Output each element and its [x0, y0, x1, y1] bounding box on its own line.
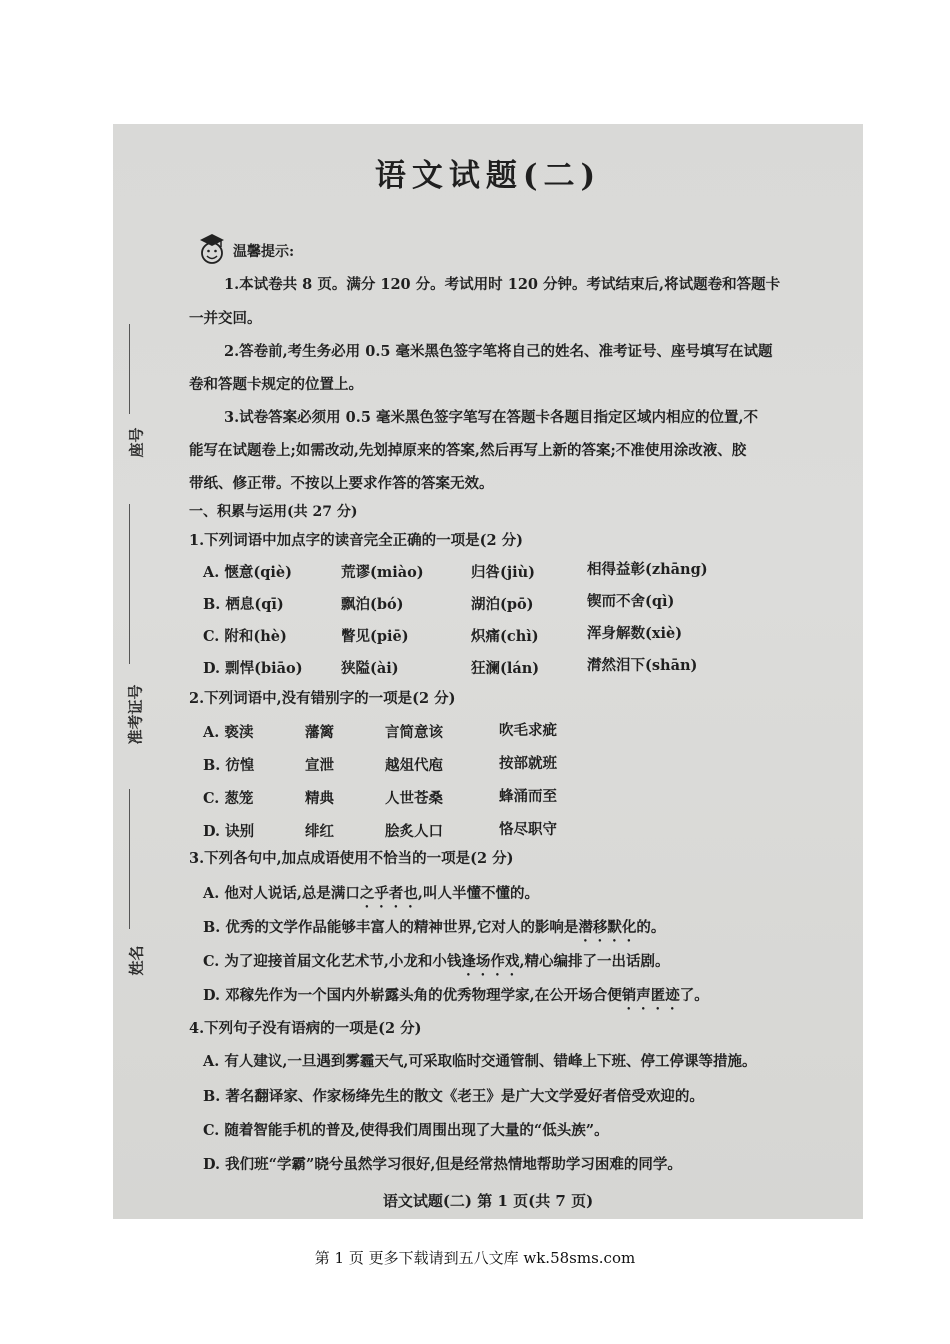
- tip-3-line-3: 带纸、修正带。不按以上要求作答的答案无效。: [189, 475, 494, 492]
- tip-2-line-2: 卷和答题卡规定的位置上。: [189, 376, 363, 393]
- q1-c-2: 瞥见(piē): [341, 628, 409, 645]
- q3-option-b: B. 优秀的文学作品能够丰富人的精神世界,它对人的影响是潜移默化的。: [203, 919, 666, 936]
- exam-number-line: [129, 504, 130, 664]
- q4-option-d: D. 我们班“学霸”晓兮虽然学习很好,但是经常热情地帮助学习困难的同学。: [203, 1156, 682, 1173]
- q2-a-2: 藩篱: [305, 724, 334, 741]
- q1-a-3: 归咎(jiù): [471, 564, 536, 581]
- tips-header: [197, 232, 294, 270]
- q2-c-3: 人世苍桑: [385, 790, 443, 807]
- q1-d-1: D. 剽悍(biāo): [203, 660, 303, 677]
- q3-b-idiom: 潜移默化: [578, 919, 637, 936]
- exam-photo: [113, 124, 863, 1219]
- tip-3-line-1: 3.试卷答案必须用 0.5 毫米黑色签字笔写在答题卡各题目指定区域内相应的位置,不: [224, 409, 759, 426]
- q1-stem: 1.下列词语中加点字的读音完全正确的一项是(2 分): [189, 532, 523, 549]
- tip-1-line-1: 1.本试卷共 8 页。满分 120 分。考试用时 120 分钟。考试结束后,将试题卷和答题卡: [224, 276, 781, 293]
- q1-a-4: 相得益彰(zhāng): [587, 561, 708, 578]
- smiley-graduate-icon: [197, 232, 227, 270]
- q3-c-idiom: 逢场作戏: [461, 953, 520, 970]
- tip-3-line-2: 能写在试题卷上;如需改动,先划掉原来的答案,然后再写上新的答案;不准使用涂改液、胶: [189, 442, 747, 459]
- exam-number-label: 准考证号: [126, 684, 145, 745]
- q2-c-1: C. 葱笼: [203, 790, 254, 807]
- document-footer: 第 1 页 更多下载请到五八文库 wk.58sms.com: [314, 1249, 636, 1267]
- q4-option-b: B. 著名翻译家、作家杨绛先生的散文《老王》是广大文学爱好者倍受欢迎的。: [203, 1088, 704, 1105]
- q1-c-4: 浑身解数(xiè): [587, 625, 683, 642]
- q4-stem: 4.下列句子没有语病的一项是(2 分): [189, 1020, 422, 1037]
- q1-a-1: A. 惬意(qiè): [203, 564, 292, 581]
- page-title: 语文试题(二): [374, 158, 602, 194]
- q1-b-3: 湖泊(pō): [471, 596, 534, 613]
- q2-b-1: B. 彷惶: [203, 757, 255, 774]
- q3-a-idiom: 之乎者也: [359, 885, 418, 902]
- q2-b-2: 宣泄: [305, 757, 334, 774]
- q1-b-4: 锲而不舍(qì): [587, 593, 675, 610]
- exam-page-footer: 语文试题(二) 第 1 页(共 7 页): [382, 1192, 594, 1210]
- q2-b-3: 越俎代庖: [385, 757, 443, 774]
- q2-b-4: 按部就班: [499, 755, 557, 772]
- q1-c-1: C. 附和(hè): [203, 628, 287, 645]
- q4-option-a: A. 有人建议,一旦遇到雾霾天气,可采取临时交通管制、错峰上下班、停工停课等措施。: [203, 1053, 757, 1070]
- q2-d-1: D. 诀别: [203, 823, 255, 840]
- q2-a-3: 言简意该: [385, 724, 443, 741]
- tip-2-line-1: 2.答卷前,考生务必用 0.5 毫米黑色签字笔将自己的姓名、准考证号、座号填写在试题: [224, 343, 773, 360]
- q2-a-1: A. 亵渎: [203, 724, 254, 741]
- tips-label: 温馨提示:: [233, 244, 295, 260]
- q1-d-2: 狭隘(ài): [341, 660, 399, 677]
- q3-stem: 3.下列各句中,加点成语使用不恰当的一项是(2 分): [189, 850, 514, 867]
- q3-option-d: D. 邓稼先作为一个国内外崭露头角的优秀物理学家,在公开场合便销声匿迹了。: [203, 987, 709, 1004]
- q4-option-c: C. 随着智能手机的普及,使得我们周围出现了大量的“低头族”。: [203, 1122, 609, 1139]
- q1-b-2: 飘泊(bó): [341, 596, 404, 613]
- section-heading: 一、积累与运用(共 27 分): [189, 504, 358, 520]
- seat-line: [129, 324, 130, 414]
- q2-a-4: 吹毛求疵: [499, 722, 557, 739]
- name-line: [129, 789, 130, 929]
- q2-c-4: 蜂涌而至: [499, 788, 557, 805]
- q3-option-a: A. 他对人说话,总是满口之乎者也,叫人半懂不懂的。: [203, 885, 539, 902]
- q3-option-c: C. 为了迎接首届文化艺术节,小龙和小钱逢场作戏,精心编排了一出话剧。: [203, 953, 670, 970]
- q2-stem: 2.下列词语中,没有错别字的一项是(2 分): [189, 690, 456, 707]
- q1-d-4: 潸然泪下(shān): [587, 657, 698, 674]
- seat-label: 座号: [127, 427, 146, 458]
- q2-d-3: 脍炙人口: [385, 823, 443, 840]
- q1-d-3: 狂澜(lán): [471, 660, 540, 677]
- q1-a-2: 荒谬(miào): [341, 564, 424, 581]
- name-label: 姓名: [127, 945, 146, 976]
- q2-d-2: 绯红: [305, 823, 334, 840]
- q3-d-idiom: 销声匿迹: [621, 987, 680, 1004]
- tip-1-line-2: 一并交回。: [189, 310, 262, 327]
- q2-c-2: 精典: [305, 790, 334, 807]
- q1-b-1: B. 栖息(qī): [203, 596, 284, 613]
- q2-d-4: 恪尽职守: [499, 821, 557, 838]
- q1-c-3: 炽痛(chì): [471, 628, 539, 645]
